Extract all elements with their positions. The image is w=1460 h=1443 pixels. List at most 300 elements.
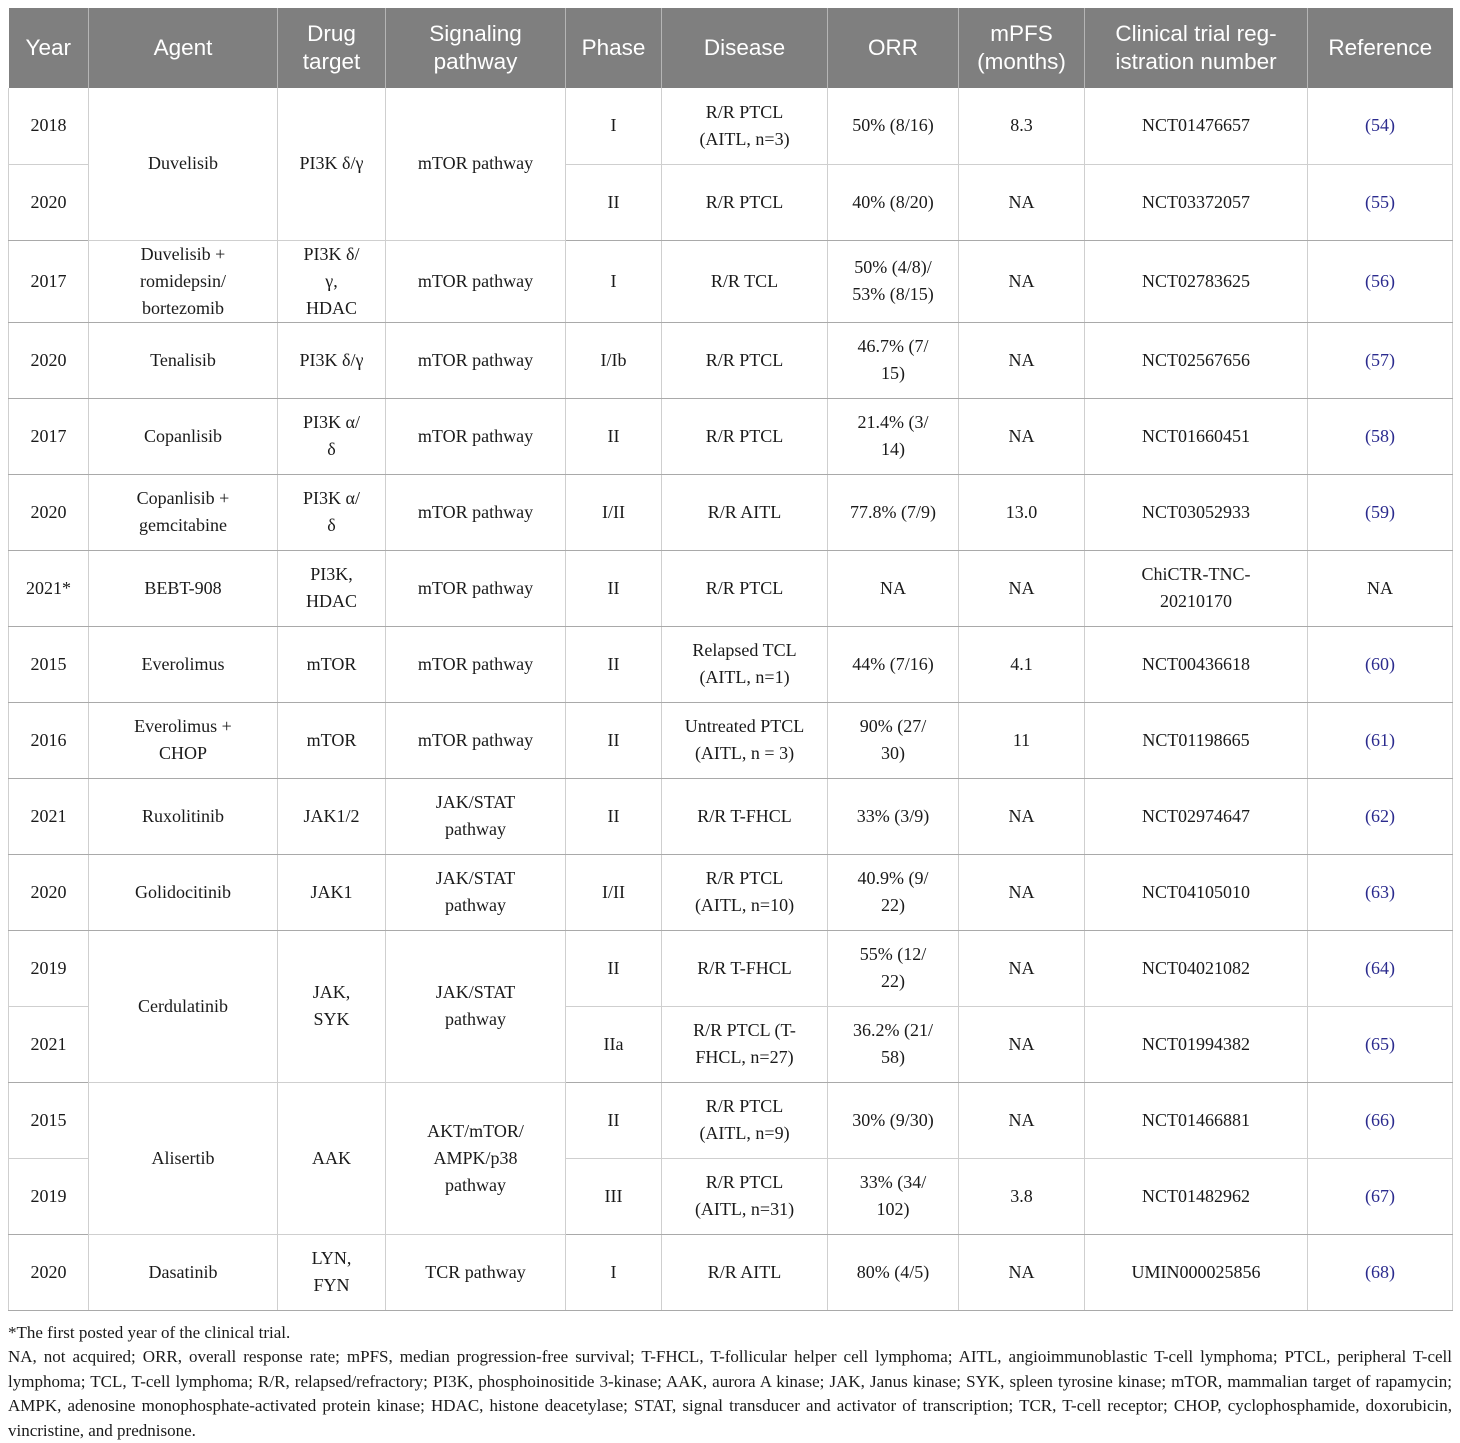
orr-cell-line: NA	[880, 578, 906, 598]
mpfs-cell	[959, 1006, 1085, 1082]
header-line: Drug	[307, 21, 356, 46]
agent-cell	[89, 626, 278, 702]
orr-cell	[828, 550, 959, 626]
disease-cell	[662, 1158, 828, 1234]
pathway-cell	[386, 474, 566, 550]
reference-cell[interactable]: (65)	[1308, 1006, 1453, 1082]
agent-cell-line: romidepsin/	[140, 271, 226, 291]
agent-cell	[89, 88, 278, 240]
year-cell-line: 2021	[31, 1034, 67, 1054]
pathway-cell-line: mTOR pathway	[418, 426, 533, 446]
pathway-cell-line: AKT/mTOR/	[427, 1121, 524, 1141]
year-cell-line: 2017	[31, 271, 67, 291]
mpfs-cell	[959, 778, 1085, 854]
trial-number-cell	[1085, 88, 1308, 164]
trial-number-cell-line: NCT02974647	[1142, 806, 1250, 826]
reference-link[interactable]: 59	[1371, 502, 1389, 522]
orr-cell-line: 33% (34/	[860, 1172, 927, 1192]
table-row	[9, 550, 1453, 626]
drug-target-cell-line: HDAC	[306, 591, 357, 611]
pathway-cell-line: mTOR pathway	[418, 350, 533, 370]
mpfs-cell-line: 8.3	[1010, 115, 1033, 135]
phase-cell-line: II	[608, 1110, 620, 1130]
phase-cell	[566, 930, 662, 1006]
year-cell	[9, 854, 89, 930]
drug-target-cell	[278, 854, 386, 930]
agent-cell-line: Duvelisib	[148, 153, 218, 173]
pathway-cell-line: JAK/STAT	[436, 868, 516, 888]
header-drug-target	[278, 8, 386, 88]
year-cell-line: 2018	[31, 115, 67, 135]
orr-cell-line: 102)	[877, 1199, 910, 1219]
reference-cell[interactable]: (57)	[1308, 322, 1453, 398]
reference-cell[interactable]: (63)	[1308, 854, 1453, 930]
header-signaling-pathway	[386, 8, 566, 88]
pathway-cell-line: pathway	[445, 819, 506, 839]
phase-cell-line: II	[608, 730, 620, 750]
drug-target-cell	[278, 930, 386, 1082]
mpfs-cell	[959, 702, 1085, 778]
disease-cell-line: R/R AITL	[708, 1262, 782, 1282]
phase-cell	[566, 240, 662, 322]
reference-link[interactable]: 62	[1371, 806, 1389, 826]
header-orr	[828, 8, 959, 88]
reference-link[interactable]: 66	[1371, 1110, 1389, 1130]
drug-target-cell-line: HDAC	[306, 298, 357, 318]
agent-cell-line: Cerdulatinib	[138, 996, 228, 1016]
mpfs-cell	[959, 1234, 1085, 1310]
disease-cell	[662, 322, 828, 398]
pathway-cell-line: pathway	[445, 1009, 506, 1029]
pathway-cell-line: mTOR pathway	[418, 502, 533, 522]
disease-cell	[662, 550, 828, 626]
phase-cell-line: I	[611, 115, 617, 135]
footnote-asterisk: *The first posted year of the clinical trial.	[8, 1321, 1452, 1346]
reference-cell: NA	[1308, 550, 1453, 626]
disease-cell	[662, 88, 828, 164]
agent-cell-line: Ruxolitinib	[142, 806, 224, 826]
pathway-cell	[386, 854, 566, 930]
header-reference	[1308, 8, 1453, 88]
year-cell	[9, 626, 89, 702]
phase-cell-line: II	[608, 192, 620, 212]
reference-cell[interactable]: (64)	[1308, 930, 1453, 1006]
orr-cell-line: 14)	[881, 439, 905, 459]
phase-cell-line: I/II	[602, 502, 625, 522]
pathway-cell	[386, 240, 566, 322]
agent-cell-line: Duvelisib +	[141, 244, 226, 264]
orr-cell	[828, 1082, 959, 1158]
mpfs-cell	[959, 164, 1085, 240]
disease-cell-line: R/R TCL	[711, 271, 778, 291]
mpfs-cell-line: NA	[1009, 192, 1035, 212]
mpfs-cell	[959, 88, 1085, 164]
reference-link[interactable]: 63	[1371, 882, 1389, 902]
agent-cell	[89, 854, 278, 930]
header-line: Reference	[1328, 35, 1432, 60]
disease-cell	[662, 702, 828, 778]
pathway-cell-line: AMPK/p38	[433, 1148, 517, 1168]
orr-cell-line: 46.7% (7/	[858, 336, 929, 356]
year-cell-line: 2020	[31, 1262, 67, 1282]
reference-link[interactable]: 68	[1371, 1262, 1389, 1282]
drug-target-cell	[278, 240, 386, 322]
pathway-cell-line: JAK/STAT	[436, 982, 516, 1002]
header-row	[9, 8, 1453, 88]
trial-number-cell-line: NCT02567656	[1142, 350, 1250, 370]
pathway-cell-line: mTOR pathway	[418, 578, 533, 598]
mpfs-cell-line: NA	[1009, 1034, 1035, 1054]
reference-link[interactable]: 64	[1371, 958, 1389, 978]
reference-link[interactable]: 60	[1371, 654, 1389, 674]
reference-cell[interactable]: (66)	[1308, 1082, 1453, 1158]
agent-cell-line: Everolimus	[142, 654, 225, 674]
header-line: Agent	[154, 35, 213, 60]
pathway-cell-line: JAK/STAT	[436, 792, 516, 812]
header-line: (months)	[977, 49, 1066, 74]
orr-cell	[828, 164, 959, 240]
mpfs-cell-line: NA	[1009, 806, 1035, 826]
phase-cell-line: II	[608, 426, 620, 446]
mpfs-cell	[959, 474, 1085, 550]
year-cell	[9, 164, 89, 240]
disease-cell	[662, 778, 828, 854]
orr-cell	[828, 88, 959, 164]
header-line: target	[303, 49, 361, 74]
header-line: ORR	[868, 35, 918, 60]
reference-cell[interactable]: (59)	[1308, 474, 1453, 550]
trial-number-cell	[1085, 778, 1308, 854]
phase-cell	[566, 474, 662, 550]
reference-cell[interactable]: (68)	[1308, 1234, 1453, 1310]
trial-number-cell-line: NCT00436618	[1142, 654, 1250, 674]
trial-number-cell	[1085, 626, 1308, 702]
reference-cell[interactable]: (58)	[1308, 398, 1453, 474]
orr-cell-line: 80% (4/5)	[857, 1262, 929, 1282]
drug-target-cell-line: SYK	[313, 1009, 349, 1029]
disease-cell-line: (AITL, n = 3)	[695, 743, 794, 763]
agent-cell	[89, 1234, 278, 1310]
phase-cell-line: I	[611, 271, 617, 291]
drug-target-cell-line: LYN,	[312, 1248, 352, 1268]
disease-cell-line: (AITL, n=31)	[695, 1199, 794, 1219]
reference-link[interactable]: 61	[1371, 730, 1389, 750]
orr-cell-line: 44% (7/16)	[852, 654, 933, 674]
pathway-cell	[386, 398, 566, 474]
trial-number-cell-line: NCT01476657	[1142, 115, 1250, 135]
reference-link[interactable]: 57	[1371, 350, 1389, 370]
mpfs-cell-line: NA	[1009, 882, 1035, 902]
agent-cell	[89, 550, 278, 626]
disease-cell-line: (AITL, n=10)	[695, 895, 794, 915]
drug-target-cell-line: JAK1	[310, 882, 352, 902]
agent-cell	[89, 398, 278, 474]
trial-number-cell	[1085, 854, 1308, 930]
agent-cell-line: bortezomib	[142, 298, 224, 318]
trial-number-cell-line: NCT01482962	[1142, 1186, 1250, 1206]
year-cell	[9, 1006, 89, 1082]
drug-target-cell	[278, 322, 386, 398]
header-phase	[566, 8, 662, 88]
pathway-cell-line: pathway	[445, 1175, 506, 1195]
mpfs-cell-line: 3.8	[1010, 1186, 1033, 1206]
trial-number-cell	[1085, 1082, 1308, 1158]
agent-cell-line: Tenalisib	[150, 350, 216, 370]
header-line: pathway	[434, 49, 518, 74]
orr-cell	[828, 1158, 959, 1234]
disease-cell	[662, 930, 828, 1006]
mpfs-cell-line: 11	[1013, 730, 1030, 750]
disease-cell-line: R/R PTCL	[706, 868, 784, 888]
trial-number-cell	[1085, 398, 1308, 474]
header-line: Disease	[704, 35, 785, 60]
disease-cell-line: R/R PTCL	[706, 350, 784, 370]
reference-cell[interactable]: (67)	[1308, 1158, 1453, 1234]
orr-cell-line: 53% (8/15)	[852, 284, 933, 304]
orr-cell	[828, 930, 959, 1006]
pathway-cell	[386, 930, 566, 1082]
drug-target-cell-line: JAK1/2	[303, 806, 359, 826]
drug-target-cell	[278, 474, 386, 550]
phase-cell	[566, 702, 662, 778]
drug-target-cell	[278, 1082, 386, 1234]
reference-cell[interactable]: (56)	[1308, 240, 1453, 322]
agent-cell	[89, 322, 278, 398]
drug-target-cell-line: PI3K δ/γ	[300, 153, 364, 173]
drug-target-cell-line: PI3K α/	[303, 488, 360, 508]
reference-cell[interactable]: (62)	[1308, 778, 1453, 854]
pathway-cell	[386, 702, 566, 778]
orr-cell-line: 40% (8/20)	[852, 192, 933, 212]
disease-cell	[662, 398, 828, 474]
table-body	[9, 88, 1453, 1310]
agent-cell-line: Golidocitinib	[135, 882, 231, 902]
trial-number-cell	[1085, 1158, 1308, 1234]
drug-target-cell	[278, 88, 386, 240]
disease-cell	[662, 474, 828, 550]
disease-cell	[662, 1006, 828, 1082]
agent-cell-line: Copanlisib +	[137, 488, 230, 508]
table-row	[9, 398, 1453, 474]
disease-cell-line: Relapsed TCL	[692, 640, 796, 660]
trial-number-cell	[1085, 930, 1308, 1006]
pathway-cell	[386, 88, 566, 240]
trial-number-cell-line: NCT03372057	[1142, 192, 1250, 212]
drug-target-cell-line: PI3K α/	[303, 412, 360, 432]
orr-cell-line: 22)	[881, 971, 905, 991]
pathway-cell-line: pathway	[445, 895, 506, 915]
pathway-cell	[386, 550, 566, 626]
pathway-cell-line: mTOR pathway	[418, 153, 533, 173]
orr-cell-line: 40.9% (9/	[858, 868, 929, 888]
header-line: istration number	[1115, 49, 1276, 74]
table-row	[9, 626, 1453, 702]
year-cell-line: 2015	[31, 654, 67, 674]
pathway-cell-line: mTOR pathway	[418, 654, 533, 674]
reference-cell[interactable]: (54)	[1308, 88, 1453, 164]
reference-link[interactable]: 56	[1371, 271, 1389, 291]
orr-cell	[828, 322, 959, 398]
year-cell	[9, 1158, 89, 1234]
mpfs-cell-line: 13.0	[1006, 502, 1038, 522]
year-cell-line: 2020	[31, 350, 67, 370]
orr-cell	[828, 854, 959, 930]
agent-cell-line: Alisertib	[152, 1148, 215, 1168]
phase-cell	[566, 550, 662, 626]
mpfs-cell-line: NA	[1009, 958, 1035, 978]
disease-cell-line: R/R PTCL	[706, 192, 784, 212]
agent-cell-line: Dasatinib	[149, 1262, 218, 1282]
drug-target-cell-line: δ	[327, 515, 335, 535]
drug-target-cell	[278, 702, 386, 778]
year-cell	[9, 1234, 89, 1310]
disease-cell-line: R/R PTCL (T-	[693, 1020, 796, 1040]
orr-cell-line: 30% (9/30)	[852, 1110, 933, 1130]
phase-cell-line: IIa	[604, 1034, 624, 1054]
table-row	[9, 322, 1453, 398]
reference-cell[interactable]: (61)	[1308, 702, 1453, 778]
year-cell-line: 2020	[31, 192, 67, 212]
trial-number-cell	[1085, 550, 1308, 626]
disease-cell-line: R/R AITL	[708, 502, 782, 522]
reference-link[interactable]: 58	[1371, 426, 1389, 446]
drug-target-cell-line: FYN	[313, 1275, 349, 1295]
trial-number-cell-line: NCT02783625	[1142, 271, 1250, 291]
disease-cell-line: FHCL, n=27)	[695, 1047, 793, 1067]
header-mpfs-months	[959, 8, 1085, 88]
disease-cell	[662, 1082, 828, 1158]
agent-cell	[89, 240, 278, 322]
mpfs-cell-line: NA	[1009, 1262, 1035, 1282]
header-line: Year	[26, 35, 71, 60]
year-cell	[9, 702, 89, 778]
reference-link[interactable]: 67	[1371, 1186, 1389, 1206]
mpfs-cell	[959, 550, 1085, 626]
orr-cell	[828, 398, 959, 474]
orr-cell-line: 21.4% (3/	[858, 412, 929, 432]
phase-cell	[566, 1234, 662, 1310]
reference-link[interactable]: 55	[1371, 192, 1389, 212]
table-row	[9, 1234, 1453, 1310]
disease-cell	[662, 854, 828, 930]
orr-cell	[828, 474, 959, 550]
drug-target-cell	[278, 1234, 386, 1310]
header-line: mPFS	[990, 21, 1053, 46]
trial-number-cell	[1085, 702, 1308, 778]
mpfs-cell-line: NA	[1009, 1110, 1035, 1130]
table-row	[9, 474, 1453, 550]
trial-number-cell-line: 20210170	[1160, 591, 1232, 611]
disease-cell-line: R/R PTCL	[706, 1096, 784, 1116]
mpfs-cell-line: NA	[1009, 350, 1035, 370]
reference-link[interactable]: 54	[1371, 115, 1389, 135]
pathway-cell	[386, 778, 566, 854]
mpfs-cell-line: 4.1	[1010, 654, 1033, 674]
reference-cell[interactable]: (60)	[1308, 626, 1453, 702]
year-cell	[9, 778, 89, 854]
phase-cell-line: I/II	[602, 882, 625, 902]
disease-cell-line: (AITL, n=3)	[699, 129, 789, 149]
orr-cell-line: 77.8% (7/9)	[850, 502, 936, 522]
table-row	[9, 854, 1453, 930]
year-cell	[9, 474, 89, 550]
orr-cell	[828, 702, 959, 778]
trial-number-cell	[1085, 240, 1308, 322]
agent-cell	[89, 1082, 278, 1234]
phase-cell	[566, 1082, 662, 1158]
drug-target-cell-line: δ	[327, 439, 335, 459]
disease-cell	[662, 164, 828, 240]
table-row	[9, 88, 1453, 164]
orr-cell-line: 58)	[881, 1047, 905, 1067]
table-row	[9, 930, 1453, 1006]
header-year	[9, 8, 89, 88]
year-cell	[9, 550, 89, 626]
year-cell-line: 2020	[31, 882, 67, 902]
disease-cell-line: R/R PTCL	[706, 102, 784, 122]
disease-cell	[662, 626, 828, 702]
trial-number-cell-line: UMIN000025856	[1132, 1262, 1261, 1282]
trial-number-cell-line: NCT01466881	[1142, 1110, 1250, 1130]
orr-cell-line: 50% (8/16)	[852, 115, 933, 135]
table-row	[9, 240, 1453, 322]
agent-cell-line: Everolimus +	[134, 716, 232, 736]
reference-link[interactable]: 65	[1371, 1034, 1389, 1054]
year-cell-line: 2019	[31, 958, 67, 978]
mpfs-cell	[959, 1158, 1085, 1234]
agent-cell	[89, 474, 278, 550]
trial-number-cell-line: NCT01994382	[1142, 1034, 1250, 1054]
drug-target-cell	[278, 626, 386, 702]
trial-number-cell-line: NCT04105010	[1142, 882, 1250, 902]
disease-cell	[662, 240, 828, 322]
mpfs-cell	[959, 1082, 1085, 1158]
mpfs-cell	[959, 398, 1085, 474]
header-line: Signaling	[429, 21, 522, 46]
mpfs-cell	[959, 322, 1085, 398]
table-footnotes	[8, 1321, 1452, 1443]
reference-cell[interactable]: (55)	[1308, 164, 1453, 240]
orr-cell	[828, 778, 959, 854]
year-cell-line: 2020	[31, 502, 67, 522]
disease-cell	[662, 1234, 828, 1310]
disease-cell-line: R/R T-FHCL	[697, 958, 792, 978]
year-cell-line: 2021	[31, 806, 67, 826]
mpfs-cell	[959, 240, 1085, 322]
mpfs-cell	[959, 930, 1085, 1006]
orr-cell-line: 15)	[881, 363, 905, 383]
trial-number-cell	[1085, 164, 1308, 240]
phase-cell	[566, 88, 662, 164]
orr-cell-line: 22)	[881, 895, 905, 915]
pathway-cell-line: mTOR pathway	[418, 730, 533, 750]
trial-number-cell	[1085, 1234, 1308, 1310]
drug-target-cell-line: PI3K δ/γ	[300, 350, 364, 370]
table-row	[9, 778, 1453, 854]
year-cell-line: 2015	[31, 1110, 67, 1130]
drug-target-cell	[278, 550, 386, 626]
mpfs-cell-line: NA	[1009, 578, 1035, 598]
table-row	[9, 702, 1453, 778]
agent-cell	[89, 778, 278, 854]
phase-cell-line: II	[608, 654, 620, 674]
year-cell	[9, 1082, 89, 1158]
phase-cell-line: I	[611, 1262, 617, 1282]
year-cell	[9, 398, 89, 474]
orr-cell-line: 55% (12/	[860, 944, 927, 964]
disease-cell-line: R/R PTCL	[706, 426, 784, 446]
orr-cell-line: 50% (4/8)/	[854, 257, 931, 277]
